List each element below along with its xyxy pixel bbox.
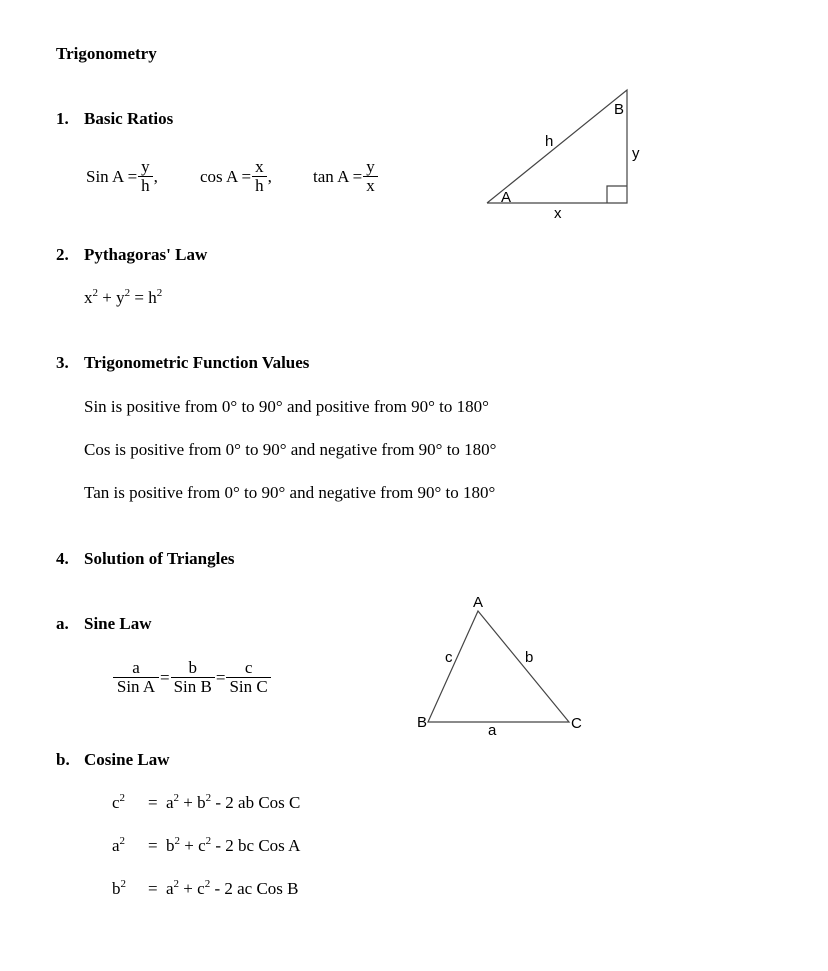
separator: ,	[153, 166, 158, 186]
pythagoras-formula: $x^2 + y^2 = h^2$	[84, 287, 163, 307]
sin-lhs: Sin A =	[86, 166, 138, 186]
numerator: y	[363, 158, 378, 177]
tan-lhs: tan A =	[313, 166, 363, 186]
document-title: Trigonometry	[56, 44, 157, 63]
cosine-law-rhs: $a^2 + c^2 - 2$ ac Cos B	[166, 878, 299, 898]
section-heading-pythagoras: Pythagoras' Law	[84, 245, 208, 264]
side-label-a: a	[488, 722, 497, 739]
triangle	[428, 611, 569, 722]
right-triangle-diagram	[487, 90, 640, 222]
subsection-heading-cosine-law: Cosine Law	[84, 750, 170, 769]
sin-sign-text: Sin is positive from 0° to 90° and positive from 90° to 180°	[84, 397, 489, 416]
side-label-h: h	[545, 133, 554, 150]
section-number: 2.	[56, 245, 69, 264]
denominator: x	[366, 176, 375, 195]
section-number: 4.	[56, 549, 69, 568]
equals-sign: =	[148, 879, 158, 898]
side-label-c: c	[445, 649, 453, 666]
section-heading-basic-ratios: Basic Ratios	[84, 109, 174, 128]
cosine-law-rhs: $a^2 + b^2 - 2$ ab Cos C	[166, 792, 301, 812]
vertex-label-a: A	[501, 189, 512, 206]
vertex-label-b: B	[417, 714, 428, 731]
subsection-letter: b.	[56, 750, 70, 769]
vertex-label-a: A	[473, 594, 484, 611]
fraction: $\frac{b}{\text{Sin B}}$	[171, 659, 215, 696]
subsection-letter: a.	[56, 614, 69, 633]
separator: ,	[267, 166, 272, 186]
denominator: h	[141, 176, 150, 195]
tan-sign-text: Tan is positive from 0° to 90° and negative from 90° to 180°	[84, 483, 496, 502]
cos-lhs: cos A =	[200, 166, 252, 186]
cosine-law-rhs: $b^2 + c^2 - 2$ bc Cos A	[166, 835, 301, 855]
right-triangle	[487, 90, 627, 203]
side-label-x: x	[554, 205, 562, 222]
cos-sign-text: Cos is positive from 0° to 90° and negative from 90° to 180°	[84, 440, 497, 459]
equals-sign: =	[148, 793, 158, 812]
subsection-heading-sine-law: Sine Law	[84, 614, 152, 633]
fraction: $\frac{a}{\text{Sin A}}$	[113, 659, 159, 696]
vertex-label-b: B	[614, 101, 625, 118]
cosine-law-row: $c^2$	[112, 792, 126, 812]
general-triangle-diagram	[417, 594, 582, 739]
side-label-b: b	[525, 649, 534, 666]
section-heading-solution-triangles: Solution of Triangles	[84, 549, 235, 568]
denominator: h	[255, 176, 264, 195]
section-number: 3.	[56, 353, 69, 372]
vertex-label-c: C	[571, 715, 582, 732]
numerator: x	[252, 158, 267, 177]
fraction: $\frac{c}{\text{Sin C}}$	[226, 659, 270, 696]
right-angle-marker	[607, 186, 627, 203]
numerator: y	[138, 158, 153, 177]
side-label-y: y	[632, 145, 640, 162]
equals-sign: =	[148, 836, 158, 855]
cosine-law-row: $b^2$	[112, 878, 126, 898]
section-number: 1.	[56, 109, 69, 128]
section-heading-function-values: Trigonometric Function Values	[84, 353, 310, 372]
cosine-law-row: $a^2$	[112, 835, 126, 855]
sine-law-formula: $\frac{a}{\text{Sin A}}$ = $\frac{b}{\text{Sin B}}$ = $\frac{c}{\text{Sin C}}$	[112, 659, 272, 696]
